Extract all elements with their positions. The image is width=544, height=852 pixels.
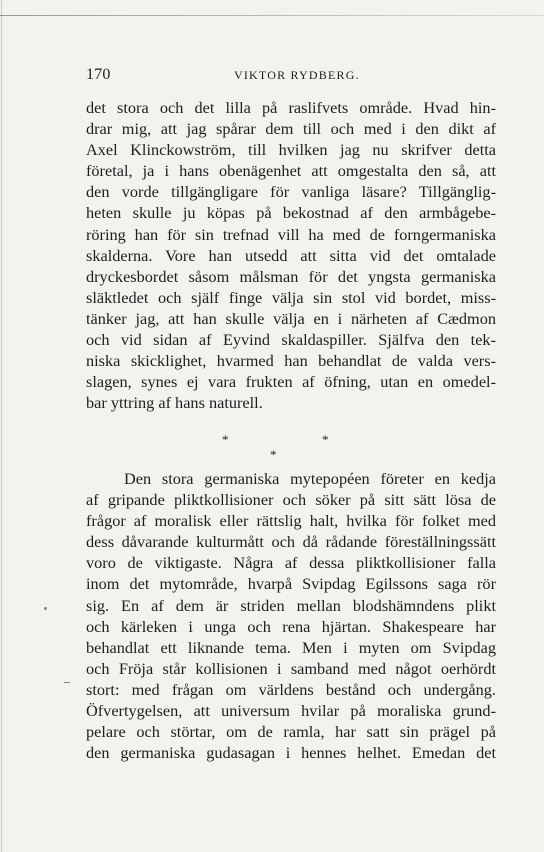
text-line: och Fröja står kollisionen i samband med något oerhördt <box>86 658 496 678</box>
text-line: den germaniska gudasagan i hennes helhet. Emedan det <box>86 743 496 763</box>
text-line: dess dåvarande kulturmått och då rådande föreställningssätt <box>86 532 496 552</box>
text-line: stort: med frågan om världens bestånd och undergång. <box>86 679 496 699</box>
text-line: niska skicklighet, hvarmed han behandlat de valda vers- <box>86 351 496 371</box>
text-line: behandlat ett liknande tema. Men i myten om Svipdag <box>86 637 496 657</box>
paragraph-1 <box>86 97 496 413</box>
text-line: sig. En af dem är striden mellan blodshämndens plikt <box>86 595 496 615</box>
asterisk-glyph: * <box>222 432 229 447</box>
margin-speck <box>44 607 47 610</box>
asterisk-glyph: * <box>322 432 329 447</box>
text-line: det stora och det lilla på raslifvets område. Hvad hin- <box>86 98 496 117</box>
text-line: den vorde tillgängligare för vanliga läsare? Tillgänglig- <box>86 182 496 202</box>
text-line: drar mig, att jag spårar dem till och med i den dikt af <box>86 119 496 139</box>
text-line: dryckesbordet såsom målsman för det yngsta germaniska <box>86 266 496 286</box>
paragraph-2 <box>86 468 496 763</box>
text-line: släktledet och själf finge välja sin stol vid bordet, miss- <box>86 287 496 307</box>
text-line: heten skulle ju köpas på bekostnad af den armbågebe- <box>86 203 496 223</box>
text-line: företal, ja i hans obenägenhet att omgestalta den så, att <box>86 161 496 181</box>
text-line: voro de viktigaste. Några af dessa pliktkollisioner falla <box>86 553 496 573</box>
text-line: och kärleken i unga och rena hjärtan. Shakespeare har <box>86 616 496 636</box>
text-line: och vid sidan af Eyvind skaldaspiller. Själfva den tek- <box>86 330 496 350</box>
text-line: röring han för sin trefnad vill ha med de forngermaniska <box>86 224 496 244</box>
text-line: inom det mytområde, hvarpå Svipdag Egilssons saga rör <box>86 574 496 594</box>
text-line: Den stora germaniska mytepopéen företer en kedja <box>124 469 496 488</box>
margin-dash <box>64 682 70 683</box>
text-line: Axel Klinckowström, till hvilken jag nu skrifver detta <box>86 140 496 160</box>
scan-edge-left <box>1 0 2 852</box>
text-line: slagen, synes ej vara frukten af öfning, utan en omedel- <box>86 372 496 392</box>
asterisk-glyph: * <box>270 447 277 462</box>
text-line: skalderna. Vore han utsedd att sitta vid det omtalade <box>86 245 496 265</box>
text-line: frågor af moralisk eller rättslig halt, hvilka för folket med <box>86 511 496 531</box>
text-line: tänker jag, att han skulle välja en i närheten af Cædmon <box>86 308 496 328</box>
running-head: VIKTOR RYDBERG. <box>234 68 360 82</box>
text-line: pelare och störtar, om de ramla, har satt sin prägel på <box>86 722 496 742</box>
page-number: 170 <box>86 66 111 83</box>
page-header <box>86 66 496 86</box>
text-line: bar yttring af hans naturell. <box>86 393 263 413</box>
text-line: af gripande pliktkollisioner och söker på sitt sätt lösa de <box>86 490 496 510</box>
text-line: Öfvertygelsen, att universum hvilar på moraliska grund- <box>86 701 496 721</box>
